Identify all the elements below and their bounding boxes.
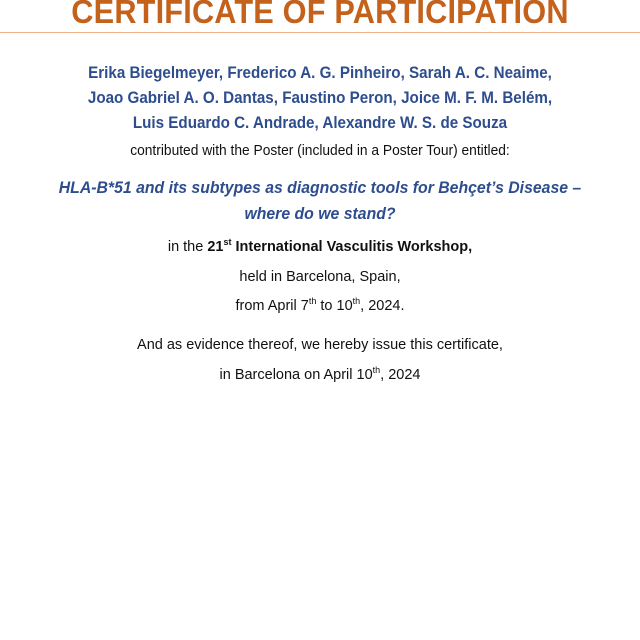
poster-title [0, 175, 640, 227]
workshop-prefix: in the [167, 239, 208, 255]
workshop-name: International Vasculitis Workshop, [231, 239, 473, 255]
poster-title-line-2: where do we stand? [244, 204, 396, 223]
dates-line: from April 7th to 10th, 2024. [235, 296, 405, 314]
issue-date-line: in Barcelona on April 10th, 2024 [219, 365, 421, 383]
certificate-title: CERTIFICATE OF PARTICIPATION [71, 0, 569, 30]
authors-list [0, 61, 640, 136]
workshop-line [0, 239, 640, 255]
contribution-text: contributed with the Poster (included in a Poster Tour) entitled: [130, 143, 510, 159]
authors-line-1: Erika Biegelmeyer, Frederico A. G. Pinheiro, Sarah A. C. Neaime, [88, 64, 552, 82]
evidence-text: And as evidence thereof, we hereby issue this certificate, [137, 337, 503, 353]
poster-title-line-1: HLA-B*51 and its subtypes as diagnostic tools for Behçet’s Disease – [58, 178, 582, 197]
location-line: held in Barcelona, Spain, [239, 269, 401, 285]
workshop-number: 21st International Vasculitis Workshop, [207, 237, 473, 255]
title-divider [0, 32, 640, 33]
authors-line-3: Luis Eduardo C. Andrade, Alexandre W. S. de Souza [132, 114, 508, 132]
authors-line-2: Joao Gabriel A. O. Dantas, Faustino Peron, Joice M. F. M. Belém, [87, 89, 553, 107]
